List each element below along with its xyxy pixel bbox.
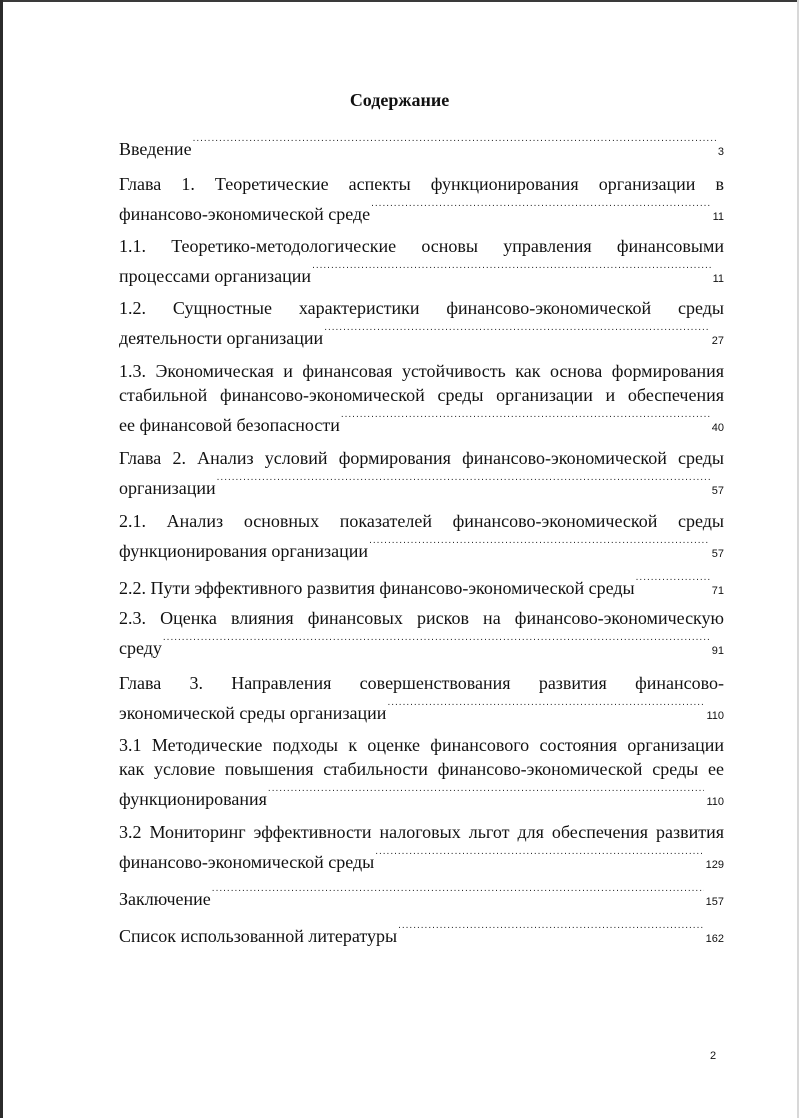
toc-entry-2-2[interactable] — [119, 570, 724, 598]
toc-entry-3-1[interactable] — [119, 733, 724, 809]
toc-entry-2-3[interactable] — [119, 606, 724, 658]
toc-entry-line: Глава 3. Направления совершенствования развития финансово- — [119, 673, 724, 693]
toc-page-number: 3 — [717, 146, 724, 158]
toc-page-number: 27 — [711, 335, 724, 347]
dot-leader — [311, 258, 711, 282]
toc-entry-title: организации — [119, 478, 216, 498]
dot-leader — [323, 320, 710, 344]
toc-entry-title: Список использованной литературы — [119, 926, 398, 946]
toc-entry-title: финансово-экономической среде — [119, 204, 371, 224]
toc-entry-line: 2.3. Оценка влияния финансовых рисков на финансово-экономическую — [119, 608, 724, 628]
toc-page-number: 110 — [706, 796, 724, 808]
toc-page-number: 11 — [712, 211, 724, 223]
toc-page-number: 129 — [705, 859, 724, 871]
toc-entry-line: 3.2 Мониторинг эффективности налоговых льгот для обеспечения развития — [119, 822, 724, 842]
dot-leader — [370, 196, 710, 220]
toc-page-number: 162 — [705, 933, 724, 945]
toc-entry-line: 1.2. Сущностные характеристики финансово-экономической среды — [119, 298, 724, 318]
toc-entry-line: стабильной финансово-экономической среды организации и обеспечения — [119, 385, 724, 405]
toc-entry-2-1[interactable] — [119, 509, 724, 561]
toc-entry-title: Введение — [119, 139, 192, 159]
toc-entry-3-2[interactable] — [119, 820, 724, 872]
dot-leader — [386, 695, 704, 719]
scan-border-top — [0, 0, 799, 2]
toc-entry-title: функционирования — [119, 789, 267, 809]
toc-entry-line: 1.3. Экономическая и финансовая устойчивость как основа формирования — [119, 361, 724, 381]
toc-entry-title: Заключение — [119, 889, 211, 909]
dot-leader — [162, 630, 710, 654]
toc-page-number: 91 — [711, 645, 724, 657]
dot-leader — [340, 407, 710, 431]
toc-page-number: 11 — [712, 273, 724, 285]
toc-entry-title: среду — [119, 638, 162, 658]
page-number: 2 — [710, 1050, 717, 1062]
dot-leader — [368, 533, 710, 557]
toc-page-number: 57 — [711, 548, 724, 560]
toc-entry-line: Глава 2. Анализ условий формирования финансово-экономической среды — [119, 448, 724, 468]
dot-leader — [374, 844, 703, 868]
dot-leader — [267, 781, 705, 805]
toc-page-number: 110 — [706, 710, 724, 722]
toc-entry-title: деятельности организации — [119, 328, 324, 348]
toc-entry-line: как условие повышения стабильности финансово-экономической среды ее — [119, 759, 724, 779]
dot-leader — [635, 570, 710, 594]
dot-leader — [397, 918, 704, 942]
toc-page-number: 71 — [711, 585, 724, 597]
toc-entry-introduction[interactable] — [119, 131, 724, 159]
toc-entry-chapter-3[interactable] — [119, 671, 724, 723]
page-title: Содержание — [349, 90, 450, 110]
toc-entry-1-1[interactable] — [119, 234, 724, 286]
toc-entry-title: функционирования организации — [119, 541, 369, 561]
toc-entry-title: 2.2. Пути эффективного развития финансово-экономической среды — [119, 578, 635, 598]
dot-leader — [192, 131, 716, 155]
toc-entry-line: Глава 1. Теоретические аспекты функционирования организации в — [119, 174, 724, 194]
toc-entry-line: 2.1. Анализ основных показателей финансово-экономической среды — [119, 511, 724, 531]
dot-leader — [216, 470, 710, 494]
toc-entry-references[interactable] — [119, 918, 724, 946]
toc-page-number: 157 — [705, 896, 724, 908]
toc-entry-title: экономической среды организации — [119, 703, 387, 723]
toc-entry-title: финансово-экономической среды — [119, 852, 375, 872]
scan-border-left — [0, 0, 3, 1118]
toc-entry-chapter-2[interactable] — [119, 446, 724, 498]
toc-entry-title: ее финансовой безопасности — [119, 415, 340, 435]
toc-entry-1-3[interactable] — [119, 359, 724, 435]
toc-page-number: 40 — [711, 422, 724, 434]
toc-page-number: 57 — [711, 485, 724, 497]
toc-entry-1-2[interactable] — [119, 296, 724, 348]
toc-entry-chapter-1[interactable] — [119, 172, 724, 224]
toc-entry-line: 1.1. Теоретико-методологические основы управления финансовыми — [119, 236, 724, 256]
toc-entry-title: процессами организации — [119, 266, 312, 286]
dot-leader — [211, 881, 704, 905]
toc-entry-line: 3.1 Методические подходы к оценке финансового состояния организации — [119, 735, 724, 755]
toc-entry-conclusion[interactable] — [119, 881, 724, 909]
